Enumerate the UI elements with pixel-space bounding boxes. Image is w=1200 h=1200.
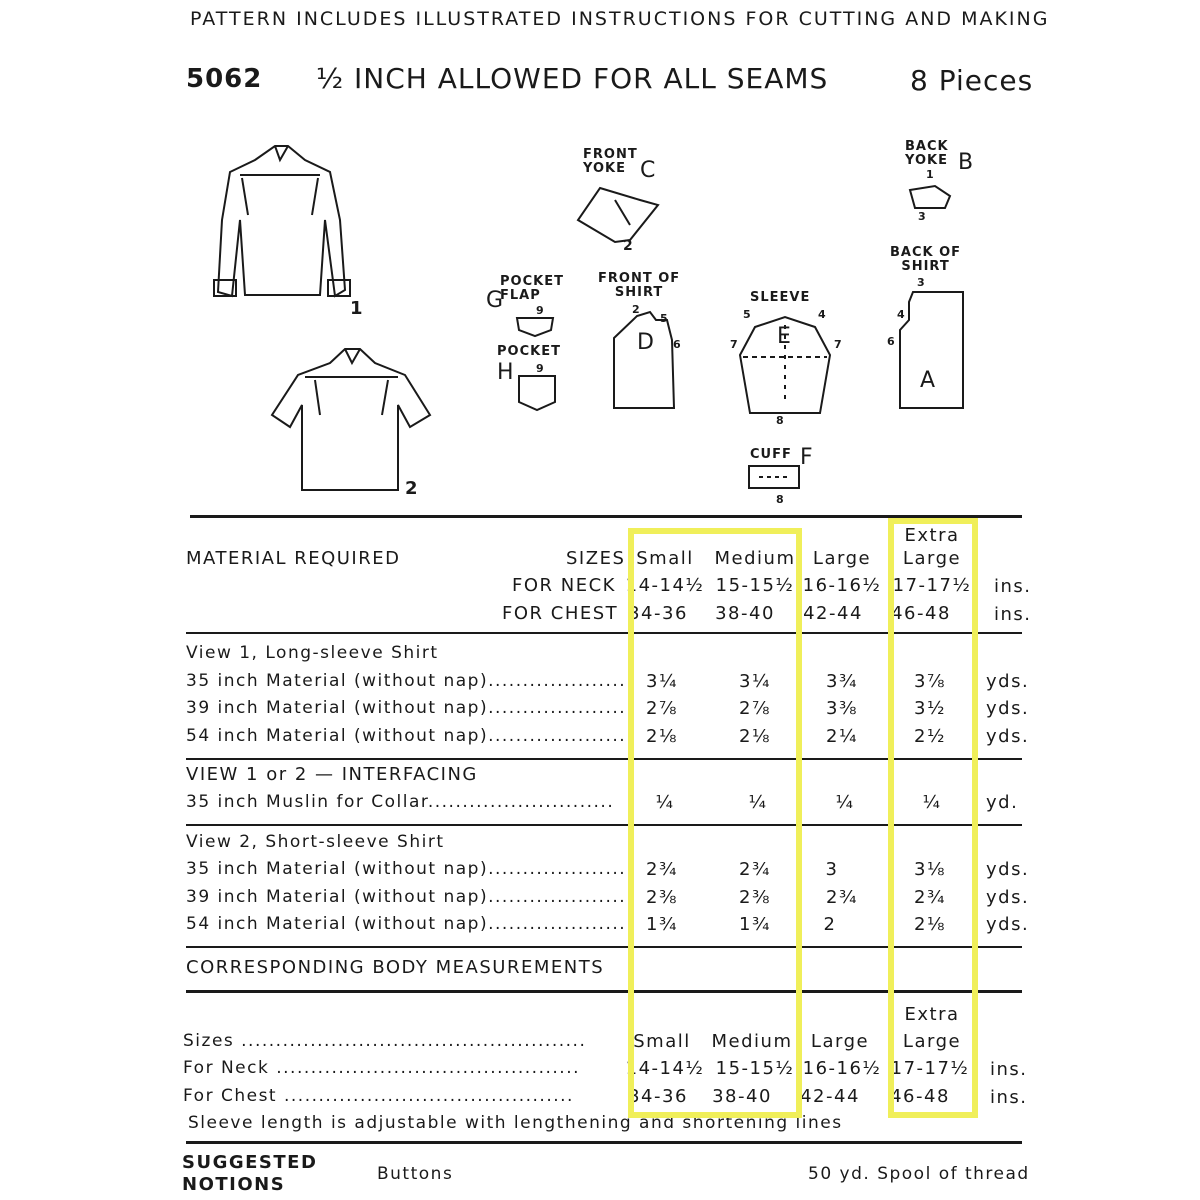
unit-cell: yds. (986, 698, 1030, 719)
value-cell: 2⅛ (646, 726, 678, 747)
value-cell: 2 (823, 914, 837, 935)
body-size-small: Small (633, 1031, 691, 1052)
back-yoke-num-1: 1 (926, 168, 934, 181)
size-name-extra: Extra (904, 525, 960, 546)
cuff-letter: F (800, 445, 813, 470)
pocket-num-9: 9 (536, 362, 544, 375)
value-cell: ¼ (655, 792, 675, 813)
sleeve-letter: E (777, 324, 791, 349)
body-neck-large: 16-16½ (802, 1058, 882, 1079)
long-sleeve-shirt-illustration (200, 140, 360, 305)
chest-label: FOR CHEST (502, 603, 619, 624)
body-sizes-label: Sizes .................................................. (183, 1031, 587, 1051)
value-cell: 2⅞ (646, 698, 678, 719)
front-yoke-letter: C (640, 158, 656, 183)
chest-medium: 38-40 (715, 603, 775, 624)
value-cell: 3¾ (826, 671, 858, 692)
value-cell: ¼ (748, 792, 768, 813)
cuff-num-8: 8 (776, 493, 784, 506)
value-cell: 2⅞ (739, 698, 771, 719)
body-size-large: Large (810, 1031, 870, 1052)
value-cell: ¼ (835, 792, 855, 813)
highlight-small-medium (625, 528, 802, 1118)
value-cell: 3 (825, 859, 839, 880)
back-yoke-num-3: 3 (918, 210, 926, 223)
neck-large: 16-16½ (802, 575, 882, 596)
front-of-shirt-label: FRONT OF SHIRT (598, 271, 681, 300)
front-yoke-num-2: 2 (623, 238, 633, 254)
body-neck-xl: 17-17½ (890, 1058, 970, 1079)
row-label: 35 inch Muslin for Collar........................... (186, 792, 615, 812)
unit-cell: yd. (986, 792, 1019, 813)
sleeve-num-5: 5 (743, 308, 751, 321)
back-yoke-piece (905, 182, 955, 212)
unit-cell: yds. (986, 914, 1030, 935)
front-of-shirt-num-6: 6 (673, 338, 681, 351)
value-cell: 2⅛ (739, 726, 771, 747)
value-cell: 1¾ (739, 914, 771, 935)
back-of-shirt-num-3: 3 (917, 276, 925, 289)
back-of-shirt-label: BACK OF SHIRT (890, 245, 962, 274)
cuff-label: CUFF (750, 447, 792, 462)
sizes-label: SIZES (566, 548, 626, 569)
row-label: 54 inch Material (without nap).................... (186, 726, 627, 746)
body-chest-large: 42-44 (800, 1086, 860, 1107)
back-of-shirt-num-4: 4 (897, 308, 905, 321)
front-of-shirt-letter: D (637, 330, 654, 355)
value-cell: 3½ (914, 698, 946, 719)
row-label: 39 inch Material (without nap).................... (186, 887, 627, 907)
chest-xl: 46-48 (891, 603, 951, 624)
row-label: 39 inch Material (without nap).................... (186, 698, 627, 718)
neck-xl: 17-17½ (892, 575, 972, 596)
sleeve-num-7-right: 7 (834, 338, 842, 351)
body-neck-small: 14-14½ (625, 1058, 705, 1079)
body-neck-label: For Neck ............................................ (183, 1058, 581, 1078)
cuff-piece (747, 464, 802, 492)
front-of-shirt-num-2: 2 (632, 303, 640, 316)
value-cell: 2¾ (826, 887, 858, 908)
sleeve-note: Sleeve length is adjustable with lengthening and shortening lines (188, 1113, 843, 1133)
notions-thread: 50 yd. Spool of thread (808, 1164, 1030, 1184)
value-cell: 2½ (914, 726, 946, 747)
sleeve-num-8: 8 (776, 414, 784, 427)
back-yoke-letter: B (958, 150, 974, 175)
value-cell: 3¼ (646, 671, 678, 692)
unit-cell: yds. (986, 859, 1030, 880)
unit-cell: yds. (986, 726, 1030, 747)
value-cell: 3¼ (739, 671, 771, 692)
pocket-flap-letter: G (486, 288, 504, 313)
back-of-shirt-letter: A (920, 368, 936, 393)
value-cell: 2⅜ (646, 887, 678, 908)
size-name-large: Large (812, 548, 872, 569)
body-title: CORRESPONDING BODY MEASUREMENTS (186, 957, 605, 978)
view1-label: 1 (350, 298, 363, 319)
notions-title-1: SUGGESTED (182, 1152, 318, 1173)
row-label: 54 inch Material (without nap).................... (186, 914, 627, 934)
piece-count: 8 Pieces (910, 64, 1034, 97)
instructions-line: PATTERN INCLUDES ILLUSTRATED INSTRUCTIONS FOR CUTTING AND MAKING (190, 8, 1050, 30)
pocket-label: POCKET (497, 344, 561, 359)
value-cell: 2⅛ (914, 914, 946, 935)
body-chest-xl: 46-48 (890, 1086, 950, 1107)
body-neck-medium: 15-15½ (715, 1058, 795, 1079)
sleeve-label: SLEEVE (750, 290, 811, 305)
back-of-shirt-num-6: 6 (887, 335, 895, 348)
pocket-letter: H (497, 360, 514, 385)
size-name-xl-large: Large (902, 548, 962, 569)
value-cell: 2¾ (739, 859, 771, 880)
body-chest-unit: ins. (990, 1087, 1028, 1108)
front-of-shirt-num-5: 5 (660, 312, 668, 325)
chest-unit: ins. (994, 604, 1032, 625)
row-label: 35 inch Material (without nap).................... (186, 671, 627, 691)
value-cell: ¼ (922, 792, 942, 813)
sleeve-num-7-left: 7 (730, 338, 738, 351)
body-size-xl-large: Large (902, 1031, 962, 1052)
value-cell: 3⅛ (914, 859, 946, 880)
value-cell: 2¾ (646, 859, 678, 880)
chest-small: 34-36 (628, 603, 688, 624)
sleeve-num-4: 4 (818, 308, 826, 321)
row-label: 35 inch Material (without nap).................... (186, 859, 627, 879)
value-cell: 2¾ (914, 887, 946, 908)
notions-title-2: NOTIONS (182, 1174, 286, 1195)
neck-label: FOR NECK (512, 575, 616, 596)
seam-allowance: ½ INCH ALLOWED FOR ALL SEAMS (316, 62, 829, 95)
short-sleeve-shirt-illustration (270, 345, 435, 495)
pocket-flap-label: POCKET FLAP (500, 274, 564, 303)
divider-6 (186, 1141, 1022, 1144)
section-view2-title: View 2, Short-sleeve Shirt (186, 832, 445, 852)
unit-cell: yds. (986, 887, 1030, 908)
value-cell: 2⅜ (739, 887, 771, 908)
pocket-flap-num-9: 9 (536, 304, 544, 317)
body-chest-label: For Chest .......................................... (183, 1086, 574, 1106)
value-cell: 2¼ (826, 726, 858, 747)
body-chest-small: 34-36 (628, 1086, 688, 1107)
unit-cell: yds. (986, 671, 1030, 692)
pattern-number: 5062 (186, 64, 263, 94)
highlight-extra-large (888, 518, 978, 1118)
pocket-flap-piece (515, 316, 555, 338)
value-cell: 1¾ (646, 914, 678, 935)
front-yoke-piece (570, 180, 670, 250)
neck-medium: 15-15½ (715, 575, 795, 596)
neck-small: 14-14½ (625, 575, 705, 596)
section-view1-title: View 1, Long-sleeve Shirt (186, 643, 439, 663)
section-interfacing-title: VIEW 1 or 2 — INTERFACING (186, 764, 478, 785)
body-size-medium: Medium (711, 1031, 793, 1052)
size-name-medium: Medium (714, 548, 796, 569)
value-cell: 3⅜ (826, 698, 858, 719)
material-title: MATERIAL REQUIRED (186, 548, 401, 569)
value-cell: 3⅞ (914, 671, 946, 692)
chest-large: 42-44 (803, 603, 863, 624)
notions-buttons: Buttons (377, 1164, 454, 1184)
size-name-small: Small (636, 548, 694, 569)
neck-unit: ins. (994, 576, 1032, 597)
view2-label: 2 (405, 478, 418, 499)
back-yoke-label: BACK YOKE (905, 139, 949, 168)
body-size-extra: Extra (904, 1004, 960, 1025)
pocket-piece (517, 374, 557, 412)
body-neck-unit: ins. (990, 1059, 1028, 1080)
body-chest-medium: 38-40 (712, 1086, 772, 1107)
front-of-shirt-piece (612, 310, 677, 410)
front-yoke-label: FRONT YOKE (583, 147, 638, 176)
